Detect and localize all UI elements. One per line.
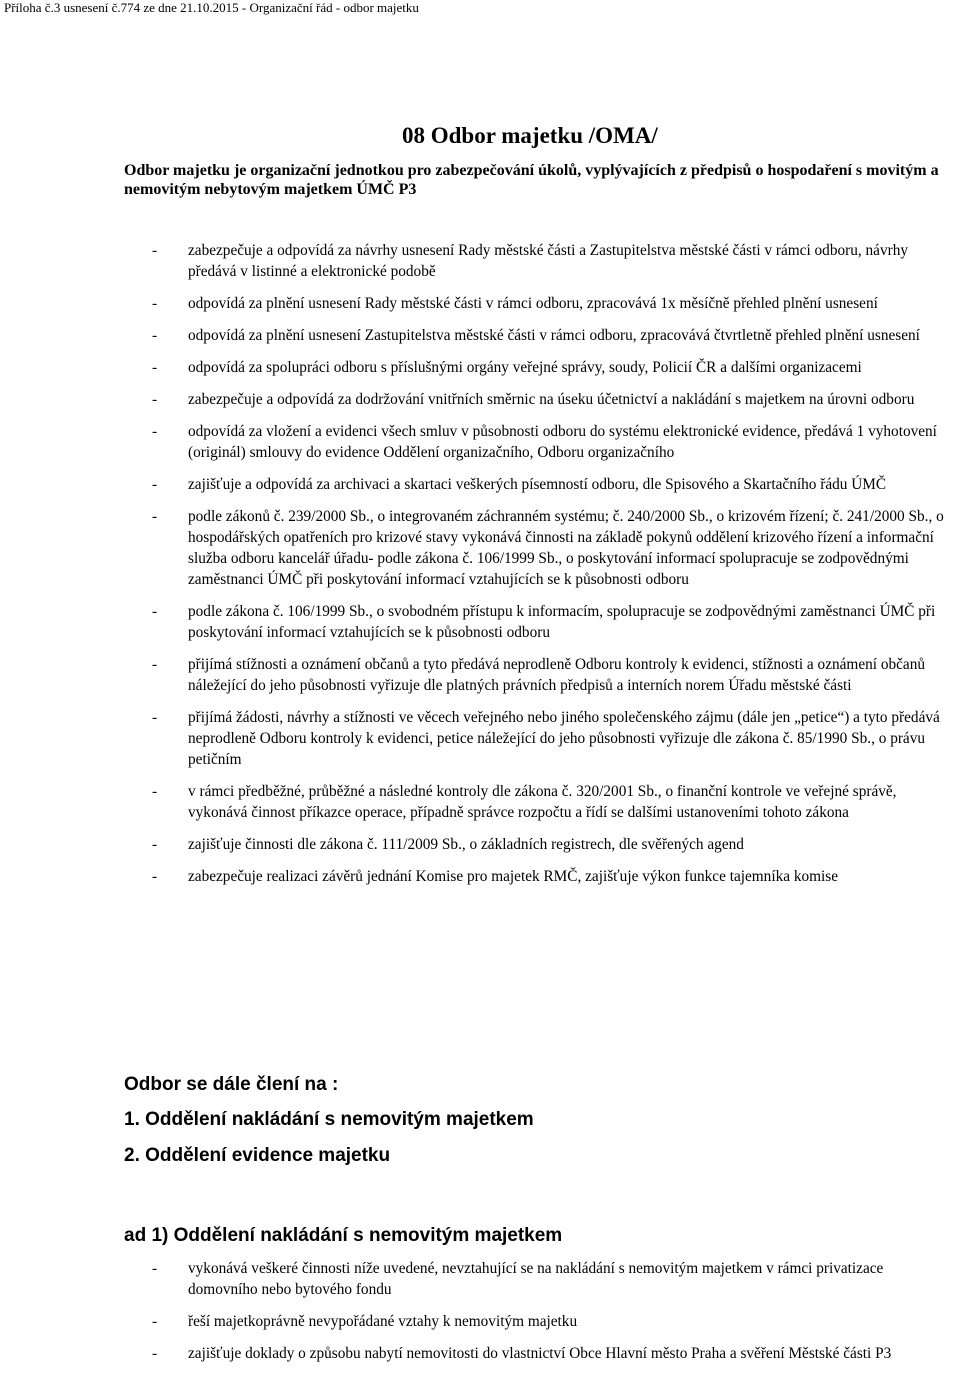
list-bullet: - bbox=[152, 656, 158, 673]
list-bullet: - bbox=[152, 783, 158, 800]
duties-list bbox=[124, 240, 954, 898]
list-bullet: - bbox=[152, 868, 158, 885]
list-bullet: - bbox=[152, 1313, 158, 1330]
list-bullet: - bbox=[152, 1260, 158, 1277]
document-header: Příloha č.3 usnesení č.774 ze dne 21.10.2015 - Organizační řád - odbor majetku bbox=[4, 0, 419, 15]
list-item bbox=[124, 654, 954, 696]
list-bullet: - bbox=[152, 327, 158, 344]
list-item-text: zajišťuje doklady o způsobu nabytí nemovitosti do vlastnictví Obce Hlavní město Praha a svěření Městské části P3 bbox=[188, 1345, 892, 1362]
list-item-text: odpovídá za vložení a evidenci všech smluv v působnosti odboru do systému elektronické evidence, předává 1 vyhotovení (originál) smlouvy do evidence Oddělení organizačního, Odboru organizačního bbox=[188, 423, 937, 461]
list-item bbox=[124, 866, 954, 887]
list-item-text: zajišťuje a odpovídá za archivaci a skartaci veškerých písemností odboru, dle Spisového a Skartačního řádu ÚMČ bbox=[188, 476, 887, 493]
list-item-text: přijímá stížnosti a oznámení občanů a tyto předává neprodleně Odboru kontroly k evidenci, stížnosti a oznámení občanů náležející do jeho působnosti vyřizuje dle platných právních předpisů a interních norem Úřadu městské části bbox=[188, 656, 926, 694]
list-bullet: - bbox=[152, 242, 158, 259]
list-item bbox=[124, 325, 954, 346]
list-item bbox=[124, 1343, 954, 1364]
ad1-list bbox=[124, 1258, 954, 1375]
list-item-text: v rámci předběžné, průběžné a následné kontroly dle zákona č. 320/2001 Sb., o finanční kontrole ve veřejné správě, vykonává činnost příkazce operace, případně správce rozpočtu a řídí se dalšími ustanoveními tohoto zákona bbox=[188, 783, 897, 821]
list-item bbox=[124, 1258, 954, 1300]
list-item-text: odpovídá za spolupráci odboru s příslušnými orgány veřejné správy, soudy, Policií ČR a dalšími organizacemi bbox=[188, 359, 862, 376]
list-item-text: zabezpečuje a odpovídá za návrhy usnesení Rady městské části a Zastupitelstva městské části v rámci odboru, návrhy předává v listinné a elektronické podobě bbox=[188, 242, 908, 280]
list-item bbox=[124, 506, 954, 590]
list-item bbox=[124, 357, 954, 378]
list-bullet: - bbox=[152, 508, 158, 525]
list-item-text: zabezpečuje realizaci závěrů jednání Komise pro majetek RMČ, zajišťuje výkon funkce tajemníka komise bbox=[188, 868, 839, 885]
list-item bbox=[124, 781, 954, 823]
list-item-text: zabezpečuje a odpovídá za dodržování vnitřních směrnic na úseku účetnictví a nakládání s majetkem na úrovni odboru bbox=[188, 391, 915, 408]
list-item bbox=[124, 1311, 954, 1332]
list-item-text: odpovídá za plnění usnesení Rady městské části v rámci odboru, zpracovává 1x měsíčně přehled plnění usnesení bbox=[188, 295, 878, 312]
list-item-text: zajišťuje činnosti dle zákona č. 111/2009 Sb., o základních registrech, dle svěřených agend bbox=[188, 836, 744, 853]
list-bullet: - bbox=[152, 295, 158, 312]
list-item-text: podle zákona č. 106/1999 Sb., o svobodném přístupu k informacím, spolupracuje se zodpovědnými zaměstnanci ÚMČ při poskytování informací vztahujících se k působnosti odboru bbox=[188, 603, 936, 641]
list-item bbox=[124, 421, 954, 463]
list-item-text: vykonává veškeré činnosti níže uvedené, nevztahující se na nakládání s nemovitým majetkem v rámci privatizace domovního nebo bytového fondu bbox=[188, 1260, 884, 1298]
list-item bbox=[124, 293, 954, 314]
list-item bbox=[124, 240, 954, 282]
list-item bbox=[124, 389, 954, 410]
list-item bbox=[124, 707, 954, 770]
intro-paragraph: Odbor majetku je organizační jednotkou pro zabezpečování úkolů, vyplývajících z předpisů o hospodaření s movitým a nemovitým nebytovým majetkem ÚMČ P3 bbox=[124, 162, 939, 198]
list-item bbox=[124, 474, 954, 495]
list-item-text: řeší majetkoprávně nevypořádané vztahy k nemovitým majetku bbox=[188, 1313, 578, 1330]
list-item-text: podle zákonů č. 239/2000 Sb., o integrovaném záchranném systému; č. 240/2000 Sb., o krizovém řízení; č. 241/2000 Sb., o hospodářských opatřeních pro krizové stavy vykonává činnosti na základě pokynů oddělení krizového řízení a informační služba odboru kancelář úřadu- podle zákona č. 106/1999 Sb., o poskytování informací spolupracuje se zodpovědnými zaměstnanci ÚMČ při poskytování informací vztahujících se k působnosti odboru bbox=[188, 508, 944, 588]
list-item-text: odpovídá za plnění usnesení Zastupitelstva městské části v rámci odboru, zpracovává čtvrtletně přehled plnění usnesení bbox=[188, 327, 920, 344]
structure-heading: Odbor se dále člení na : bbox=[124, 1074, 339, 1095]
page-title: 08 Odbor majetku /OMA/ bbox=[402, 123, 658, 148]
list-bullet: - bbox=[152, 391, 158, 408]
list-bullet: - bbox=[152, 1345, 158, 1362]
list-bullet: - bbox=[152, 836, 158, 853]
list-bullet: - bbox=[152, 709, 158, 726]
division-2: 2. Oddělení evidence majetku bbox=[124, 1145, 391, 1166]
list-item bbox=[124, 601, 954, 643]
list-bullet: - bbox=[152, 476, 158, 493]
list-item bbox=[124, 834, 954, 855]
list-bullet: - bbox=[152, 603, 158, 620]
list-item-text: přijímá žádosti, návrhy a stížnosti ve věcech veřejného nebo jiného společenského zájmu (dále jen „petice“) a tyto předává neprodleně Odboru kontroly k evidenci, petice náležející do jeho působnosti vyřizuje dle zákona č. 85/1990 Sb., o právu petičním bbox=[188, 709, 940, 768]
section-heading-ad1: ad 1) Oddělení nakládání s nemovitým majetkem bbox=[124, 1225, 563, 1246]
list-bullet: - bbox=[152, 423, 158, 440]
list-bullet: - bbox=[152, 359, 158, 376]
division-1: 1. Oddělení nakládání s nemovitým majetkem bbox=[124, 1109, 534, 1130]
